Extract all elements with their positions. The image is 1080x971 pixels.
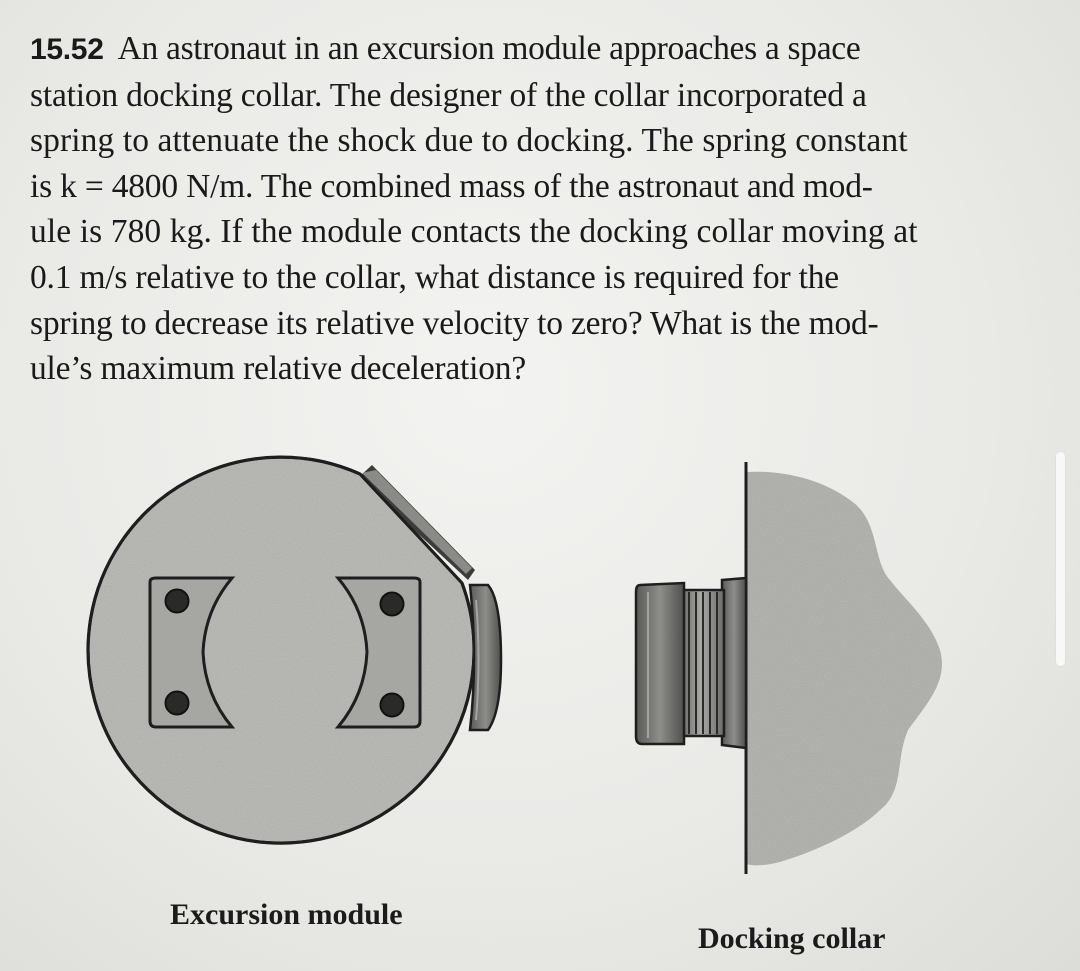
excursion-module [88, 457, 501, 843]
problem-text-line: station docking collar. The designer of the collar incorporated a [30, 76, 867, 114]
module-docking-plate [470, 585, 501, 730]
bolt-icon [381, 593, 404, 616]
bolt-icon [166, 692, 189, 715]
bolt-icon [381, 694, 404, 717]
module-caption: Excursion module [170, 898, 403, 931]
scrollbar[interactable] [1056, 452, 1065, 666]
problem-text-line: is k = 4800 N/m. The combined mass of the astronaut and mod- [30, 167, 873, 205]
collar-back-ring [722, 578, 746, 748]
station-body [746, 472, 942, 866]
problem-text-line: ule is 780 kg. If the module contacts the docking collar moving at [30, 213, 918, 251]
problem-number: 15.52 [30, 33, 104, 66]
problem-text-line: spring to attenuate the shock due to docking. The spring constant [30, 122, 908, 160]
problem-text-line: ule’s maximum relative deceleration? [30, 350, 527, 388]
docking-collar [636, 462, 942, 874]
bolt-icon [166, 590, 189, 613]
problem-text-line: 0.1 m/s relative to the collar, what distance is required for the [30, 258, 839, 296]
collar-caption: Docking collar [698, 922, 886, 955]
collar-front-ring [636, 583, 684, 744]
problem-text-line: An astronaut in an excursion module approaches a space [117, 30, 861, 67]
problem-text-line: spring to decrease its relative velocity to zero? What is the mod- [30, 304, 879, 342]
